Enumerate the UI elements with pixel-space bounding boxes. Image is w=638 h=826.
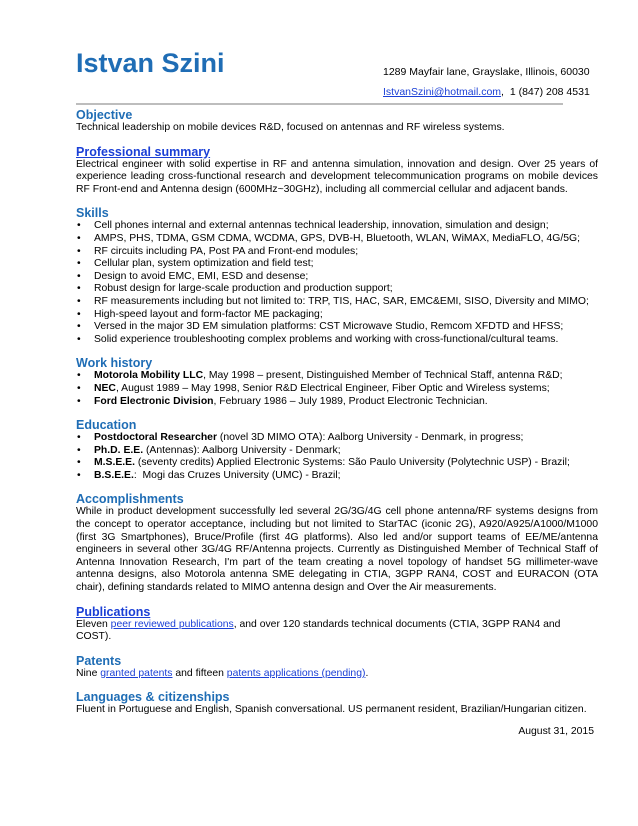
publications-prefix: Eleven bbox=[76, 618, 111, 630]
employer: Ford Electronic Division bbox=[94, 395, 214, 407]
degree-details: (Antennas): Aalborg University - Denmark; bbox=[143, 444, 341, 456]
patents-text bbox=[76, 668, 598, 681]
contact-line bbox=[383, 86, 590, 98]
list-item: • RF measurements including but not limited to: TRP, TIS, HAC, SAR, EMC&EMI, SISO, Diversity and MIMO; bbox=[76, 296, 598, 309]
list-item: • RF circuits including PA, Post PA and Front-end modules; bbox=[76, 246, 598, 259]
resume-body bbox=[76, 108, 598, 739]
skills-section bbox=[76, 206, 598, 346]
granted-patents-link[interactable]: granted patents bbox=[100, 667, 173, 679]
degree-details: (seventy credits) Applied Electronic Systems: São Paulo University (Polytechnic USP) - Brazil; bbox=[135, 457, 570, 469]
list-item bbox=[76, 396, 598, 409]
publications-section bbox=[76, 605, 598, 644]
summary-heading[interactable]: Professional summary bbox=[76, 144, 211, 159]
languages-section bbox=[76, 690, 598, 717]
summary-text: Electrical engineer with solid expertise in RF and antenna simulation, innovation and design. Over 25 years of experience leading cross-functional research and development telecommunication programs on mobile devices RF Front-end and Antenna design (600MHz~30GHz), including all commercial cellular and adjacent bands. bbox=[76, 158, 598, 195]
phone-number: 1 (847) 208 4531 bbox=[509, 86, 590, 98]
degree: Postdoctoral Researcher bbox=[94, 432, 218, 444]
email-link[interactable]: IstvanSzini@hotmail.com bbox=[383, 86, 502, 98]
candidate-name: Istvan Szini bbox=[76, 48, 225, 78]
accomplishments-heading: Accomplishments bbox=[76, 492, 184, 507]
publications-link[interactable]: peer reviewed publications bbox=[110, 618, 234, 630]
document-date: August 31, 2015 bbox=[518, 726, 594, 737]
patents-suffix: . bbox=[365, 667, 369, 679]
degree-details: : Mogi das Cruzes University (UMC) - Brazil; bbox=[133, 469, 341, 481]
skills-list bbox=[76, 220, 598, 346]
education-list bbox=[76, 432, 598, 482]
accomplishments-section bbox=[76, 492, 598, 594]
patents-prefix: Nine bbox=[76, 667, 101, 679]
address: 1289 Mayfair lane, Grayslake, Illinois, 60030 bbox=[383, 66, 590, 78]
languages-heading: Languages & citizenships bbox=[76, 690, 230, 705]
list-item: • Versed in the major 3D EM simulation platforms: CST Microwave Studio, Remcom XFDTD and HFSS; bbox=[76, 321, 598, 334]
objective-heading: Objective bbox=[76, 108, 133, 122]
work-list bbox=[76, 370, 598, 408]
list-item bbox=[76, 470, 598, 483]
objective-text: Technical leadership on mobile devices R&D, focused on antennas and RF wireless systems. bbox=[76, 122, 505, 133]
languages-text: Fluent in Portuguese and English, Spanish conversational. US permanent resident, Brazilian/Hungarian citizen. bbox=[76, 704, 587, 716]
education-heading: Education bbox=[76, 418, 137, 433]
list-item: • Cellular plan, system optimization and field test; bbox=[76, 258, 598, 271]
publications-text bbox=[76, 619, 598, 644]
pending-patents-link[interactable]: patents applications (pending) bbox=[226, 667, 366, 679]
list-item: • High-speed layout and form-factor ME packaging; bbox=[76, 309, 598, 322]
degree: B.S.E.E. bbox=[94, 469, 134, 481]
list-item: • AMPS, PHS, TDMA, GSM CDMA, WCDMA, GPS, DVB-H, Bluetooth, WLAN, WiMAX, MediaFLO, 4G/5G; bbox=[76, 233, 598, 246]
contact-separator: , bbox=[501, 86, 510, 98]
job-details: , February 1986 – July 1989, Product Electronic Technician. bbox=[213, 395, 488, 407]
accomplishments-text: While in product development successfully led several 2G/3G/4G cell phone antenna/RF systems designs from the concept to operator acceptance, including but not limited to StarTAC (iconic 2G), A920/A925/A1000/M1000 (first 3G Smartphones), Bruce/Profile (first 4G platforms). Also led and/or support teams of EE/ME/antenna engineers in several other 3G/4G RF/Antenna projects. Currently as Distinguished Member of Technical Staff of Antenna Innovation Research, I'm part of the team creating a novel topology of handset 5G millimeter-wave antenna designs, also Motorola antenna SME delegating in CTIA, 3GPP RAN4, COST and EURACON (OTA chair), defining standards related to MIMO antenna design and Over the Air measurements. bbox=[76, 506, 598, 594]
list-item bbox=[76, 370, 598, 383]
degree: M.S.E.E. bbox=[94, 457, 135, 469]
education-section bbox=[76, 418, 598, 482]
skills-heading: Skills bbox=[76, 206, 109, 221]
list-item: • Design to avoid EMC, EMI, ESD and desense; bbox=[76, 271, 598, 284]
work-section bbox=[76, 356, 598, 408]
work-heading: Work history bbox=[76, 356, 153, 371]
patents-heading: Patents bbox=[76, 653, 122, 668]
employer: NEC bbox=[94, 382, 116, 394]
list-item bbox=[76, 457, 598, 470]
header-divider bbox=[76, 103, 563, 105]
job-details: , May 1998 – present, Distinguished Member of Technical Staff, antenna R&D; bbox=[203, 370, 563, 382]
list-item: • Cell phones internal and external antennas technical leadership, innovation, simulation and design; bbox=[76, 220, 598, 233]
list-item bbox=[76, 445, 598, 458]
patents-section bbox=[76, 654, 598, 681]
objective-section bbox=[76, 108, 598, 135]
degree-details: (novel 3D MIMO OTA): Aalborg University - Denmark, in progress; bbox=[217, 432, 524, 444]
publications-suffix: , and over 120 standards technical documents (CTIA, 3GPP RAN4 and COST). bbox=[76, 618, 561, 643]
list-item: • Solid experience troubleshooting complex problems and working with cross-functional/cultural teams. bbox=[76, 334, 598, 347]
degree: Ph.D. E.E. bbox=[94, 444, 144, 456]
list-item bbox=[76, 383, 598, 396]
job-details: , August 1989 – May 1998, Senior R&D Electrical Engineer, Fiber Optic and Wireless systems; bbox=[115, 382, 550, 394]
employer: Motorola Mobility LLC bbox=[94, 370, 204, 382]
list-item: • Robust design for large-scale production and production support; bbox=[76, 283, 598, 296]
list-item bbox=[76, 432, 598, 445]
summary-section bbox=[76, 145, 598, 197]
publications-heading[interactable]: Publications bbox=[76, 604, 151, 619]
patents-middle: and fifteen bbox=[172, 667, 227, 679]
